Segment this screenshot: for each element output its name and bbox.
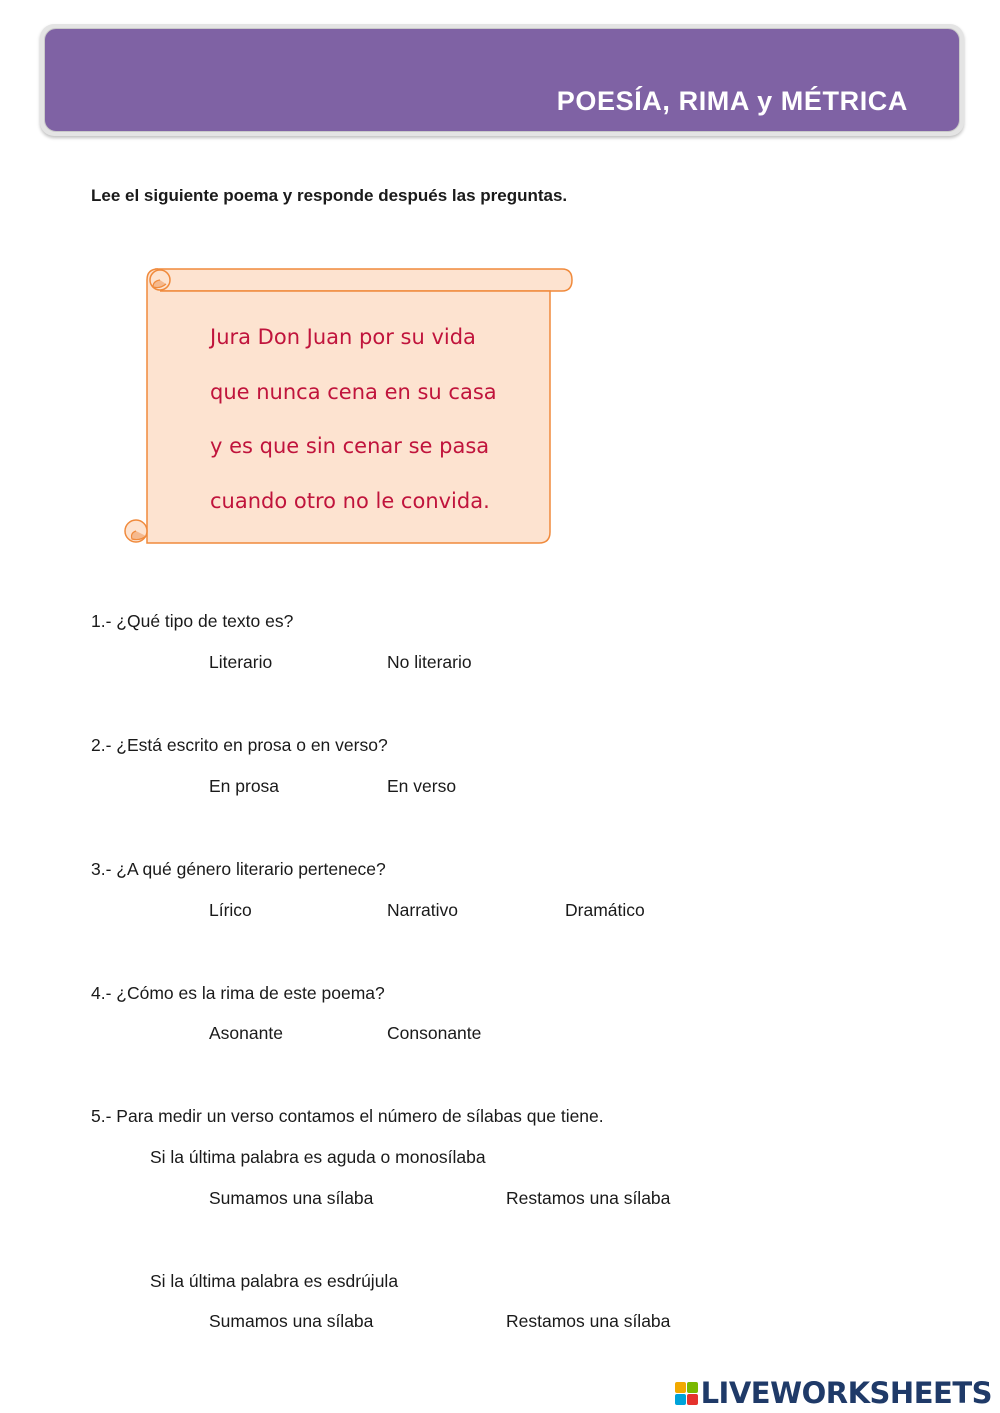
q1-option-no-literario[interactable]: No literario — [387, 652, 472, 672]
poem-line: que nunca cena en su casa — [210, 379, 497, 404]
q1-option-literario[interactable]: Literario — [209, 652, 273, 672]
question-2: 2.- ¿Está escrito en prosa o en verso? — [91, 735, 388, 755]
q3-option-dramatico[interactable]: Dramático — [565, 900, 645, 920]
q2-option-prosa[interactable]: En prosa — [209, 776, 280, 796]
poem — [210, 310, 497, 528]
q3-option-narrativo[interactable]: Narrativo — [387, 900, 458, 920]
q5-subquestion-esdrujula: Si la última palabra es esdrújula — [150, 1271, 399, 1291]
q4-option-consonante[interactable]: Consonante — [387, 1023, 482, 1043]
liveworksheets-logo-icon — [675, 1382, 698, 1405]
q5a-option-restamos[interactable]: Restamos una sílaba — [506, 1188, 671, 1208]
q5b-option-restamos[interactable]: Restamos una sílaba — [506, 1311, 671, 1331]
question-4: 4.- ¿Cómo es la rima de este poema? — [91, 983, 385, 1003]
liveworksheets-logo — [675, 1376, 992, 1410]
question-3: 3.- ¿A qué género literario pertenece? — [91, 859, 386, 879]
question-5: 5.- Para medir un verso contamos el número de sílabas que tiene. — [91, 1106, 604, 1126]
question-1: 1.- ¿Qué tipo de texto es? — [91, 611, 294, 631]
poem-line: y es que sin cenar se pasa — [210, 434, 490, 458]
page-title: POESÍA, RIMA y MÉTRICA — [556, 86, 908, 116]
q5b-option-sumamos[interactable]: Sumamos una sílaba — [209, 1311, 374, 1331]
q5a-option-sumamos[interactable]: Sumamos una sílaba — [209, 1188, 374, 1208]
q4-option-asonante[interactable]: Asonante — [209, 1023, 283, 1043]
instructions-text: Lee el siguiente poema y responde después las preguntas. — [91, 186, 568, 205]
brand-name: LIVEWORKSHEETS — [700, 1376, 992, 1410]
poem-line: Jura Don Juan por su vida — [210, 325, 476, 349]
q2-option-verso[interactable]: En verso — [387, 776, 457, 796]
q3-option-lirico[interactable]: Lírico — [209, 900, 252, 920]
poem-line: cuando otro no le convida. — [210, 488, 490, 513]
q5-subquestion-aguda: Si la última palabra es aguda o monosílaba — [150, 1147, 486, 1167]
